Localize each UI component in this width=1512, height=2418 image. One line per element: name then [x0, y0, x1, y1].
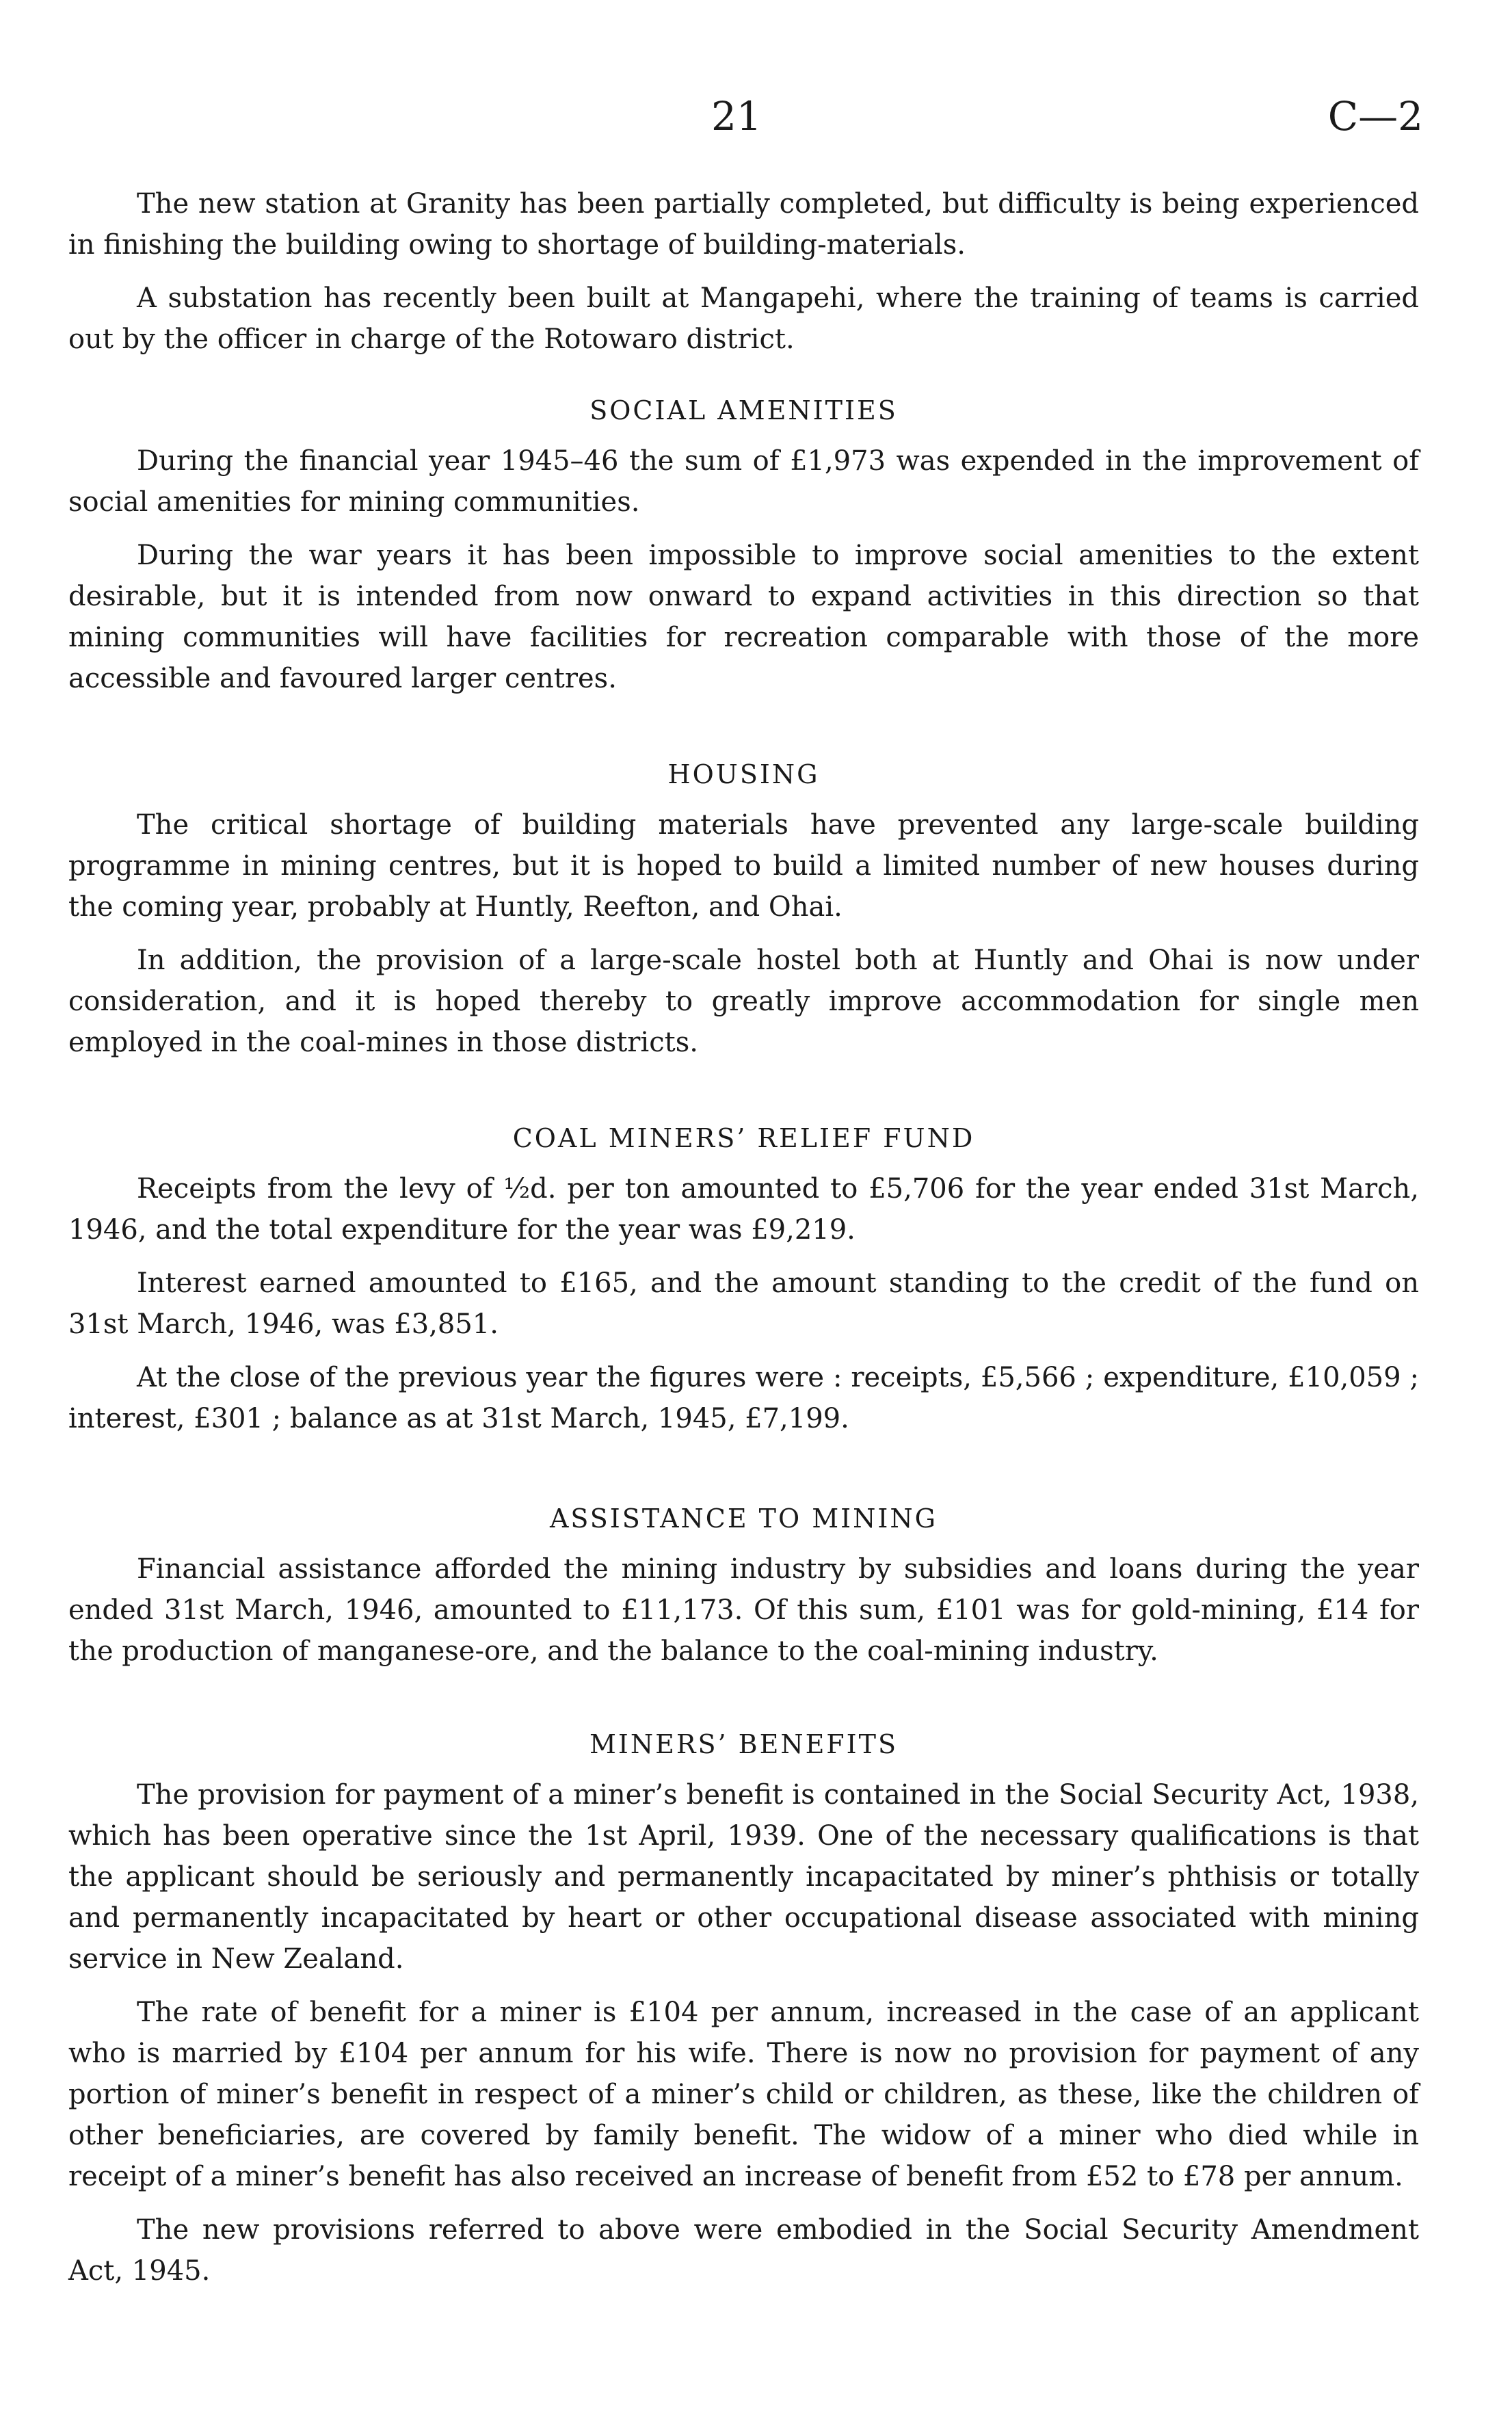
paragraph: Financial assistance afforded the mining industry by subsidies and loans during the year ended 31st March, 1946, amounted to £11,173. Of this sum, £101 was for gold-mining, £14 for the production of manganese-ore, and the balance to the coal-mining industry. — [68, 1553, 1419, 1667]
coal-miners-relief-fund-section — [68, 1118, 1419, 1439]
paragraph: The rate of benefit for a miner is £104 per annum, increased in the case of an applicant who is married by £104 per annum for his wife. There is now no provision for payment of any portion of miner’s benefit in respect of a miner’s child or children, as these, like the children of other beneficiaries, are covered by family benefit. The widow of a miner who died while in receipt of a miner’s benefit has also received an increase of benefit from £52 to £78 per annum. — [68, 1997, 1419, 2192]
document-code: C—2 — [1327, 93, 1423, 140]
paragraph: Interest earned amounted to £165, and the amount standing to the credit of the fund on 31st March, 1946, was £3,851. — [68, 1267, 1419, 1340]
section-heading: MINERS’ BENEFITS — [589, 1729, 899, 1759]
paragraph: The provision for payment of a miner’s benefit is contained in the Social Security Act, 1938, which has been operative since the 1st April, 1939. One of the necessary qualifications is that the applicant should be seriously and permanently incapacitated by miner’s phthisis or totally and permanently incapacitated by heart or other occupational disease associated with mining service in New Zealand. — [68, 1779, 1419, 1975]
section-heading: COAL MINERS’ RELIEF FUND — [512, 1123, 975, 1153]
paragraph: At the close of the previous year the figures were : receipts, £5,566 ; expenditure, £10,059 ; interest, £301 ; balance as at 31st March, 1945, £7,199. — [68, 1362, 1419, 1434]
paragraph: The new provisions referred to above were embodied in the Social Security Amendment Act, 1945. — [68, 2214, 1419, 2287]
paragraph: The critical shortage of building materials have prevented any large-scale building programme in mining centres, but it is hoped to build a limited number of new houses during the coming year, probably at Huntly, Reefton, and Ohai. — [68, 809, 1419, 923]
assistance-to-mining-section — [68, 1498, 1419, 1672]
section-heading: ASSISTANCE TO MINING — [549, 1503, 938, 1534]
paragraph: A substation has recently been built at Mangapehi, where the training of teams is carried out by the officer in charge of the Rotowaro district. — [68, 282, 1419, 355]
paragraph: During the financial year 1945–46 the sum of £1,973 was expended in the improvement of social amenities for mining communities. — [68, 445, 1419, 518]
paragraph: During the war years it has been impossible to improve social amenities to the extent desirable, but it is intended from now onward to expand activities in this direction so that mining communities will have facilities for recreation comparable with those of the more accessible and favoured larger centres. — [68, 540, 1419, 694]
page-header — [0, 89, 1512, 144]
paragraph: Receipts from the levy of ½d. per ton amounted to £5,706 for the year ended 31st March, 1946, and the total expenditure for the year was £9,219. — [68, 1173, 1419, 1246]
intro-section — [68, 183, 1419, 360]
section-heading: SOCIAL AMENITIES — [589, 395, 898, 425]
paragraph: The new station at Granity has been partially completed, but difficulty is being experienced in finishing the building owing to shortage of building-materials. — [68, 188, 1419, 261]
paragraph: In addition, the provision of a large-scale hostel both at Huntly and Ohai is now under consideration, and it is hoped thereby to greatly improve accommodation for single men employed in the coal-mines in those districts. — [68, 945, 1419, 1058]
housing-section — [68, 754, 1419, 1063]
page-body — [68, 183, 1419, 2304]
miners-benefits-section — [68, 1724, 1419, 2291]
social-amenities-section — [68, 390, 1419, 699]
section-heading: HOUSING — [667, 759, 820, 789]
page-number: 21 — [711, 93, 762, 140]
